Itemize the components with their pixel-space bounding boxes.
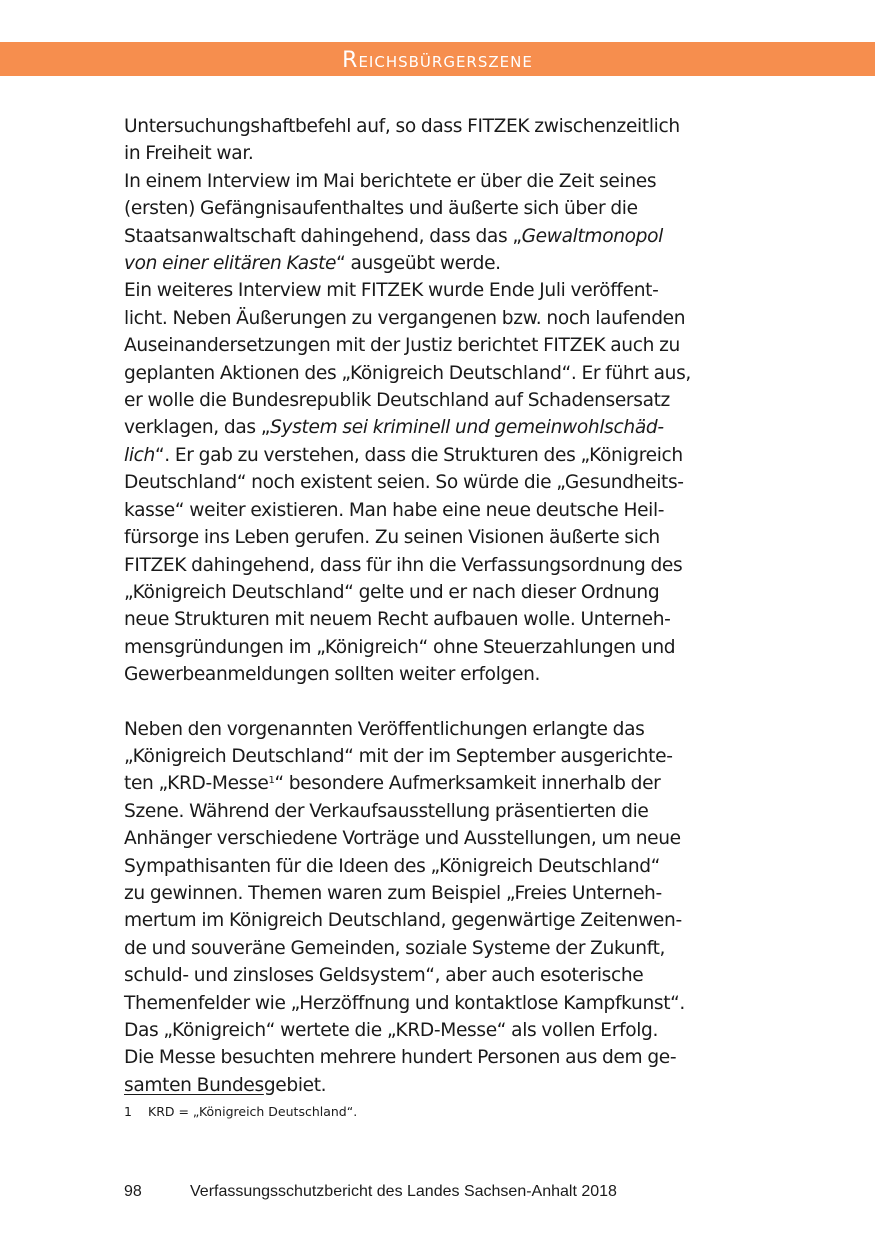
line: Staatsanwaltschaft dahingehend, dass das „ — [124, 225, 522, 247]
line: ten „KRD-Messe — [124, 773, 269, 795]
line: mertum im Königreich Deutschland, gegenwärtige Zeitenwen- — [124, 910, 682, 932]
quote-italic: System sei kriminell und gemeinwohlschäd- — [270, 417, 664, 439]
line: „Königreich Deutschland“ mit der im September ausgerichte- — [124, 745, 673, 767]
line: verklagen, das „ — [124, 417, 271, 439]
line: “ besondere Aufmerksamkeit innerhalb der — [274, 773, 661, 795]
footnote-ref[interactable]: 1 — [268, 775, 275, 787]
footnote-text: KRD = „Königreich Deutschland“. — [148, 1104, 358, 1119]
line: er wolle die Bundesrepublik Deutschland auf Schadensersatz — [124, 390, 670, 412]
line: mensgründungen im „Königreich“ ohne Steuerzahlungen und — [124, 636, 676, 658]
line: Anhänger verschiedene Vorträge und Ausstellungen, um neue — [124, 828, 681, 850]
paragraph-2 — [124, 716, 754, 1100]
footnote-number: 1 — [124, 1104, 132, 1119]
page-number: 98 — [124, 1183, 142, 1200]
paragraph-1 — [124, 113, 754, 689]
line: neue Strukturen mit neuem Recht aufbauen wolle. Unterneh- — [124, 609, 671, 631]
line: Deutschland“ noch existent seien. So würde die „Gesundheits- — [124, 472, 684, 494]
line: in Freiheit war. — [124, 143, 254, 165]
line: Sympathisanten für die Ideen des „Königreich Deutschland“ — [124, 855, 661, 877]
line: geplanten Aktionen des „Königreich Deutschland“. Er führt aus, — [124, 362, 691, 384]
footer-title: Verfassungsschutzbericht des Landes Sachsen-Anhalt 2018 — [190, 1183, 617, 1200]
line: In einem Interview im Mai berichtete er über die Zeit seines — [124, 170, 657, 192]
line: Untersuchungshaftbefehl auf, so dass FITZEK zwischenzeitlich — [124, 116, 680, 137]
line: Die Messe besuchten mehrere hundert Personen aus dem ge- — [124, 1047, 677, 1069]
quote-italic: Gewaltmonopol — [521, 225, 663, 247]
line: fürsorge ins Leben gerufen. Zu seinen Visionen äußerte sich — [124, 527, 660, 549]
line: kasse“ weiter existieren. Man habe eine neue deutsche Heil- — [124, 499, 665, 521]
line: “ ausgeübt werde. — [336, 253, 501, 275]
line: Ein weiteres Interview mit FITZEK wurde Ende Juli veröffent- — [124, 280, 659, 302]
footnote-separator-text: samten Bundes — [124, 1074, 264, 1096]
line: de und souveräne Gemeinden, soziale Systeme der Zukunft, — [124, 937, 666, 959]
line: (ersten) Gefängnisaufenthaltes und äußerte sich über die — [124, 198, 638, 220]
line: FITZEK dahingehend, dass für ihn die Verfassungsordnung des — [124, 554, 683, 576]
line: Auseinandersetzungen mit der Justiz berichtet FITZEK auch zu — [124, 335, 680, 357]
page-footer — [124, 1183, 617, 1201]
line: “. Er gab zu verstehen, dass die Strukturen des „Königreich — [154, 444, 683, 466]
line: Szene. Während der Verkaufsausstellung präsentierten die — [124, 800, 649, 822]
quote-italic: lich — [124, 444, 155, 466]
paragraph-gap — [124, 689, 754, 716]
line: licht. Neben Äußerungen zu vergangenen bzw. noch laufenden — [124, 307, 686, 329]
line: Das „Königreich“ wertete die „KRD-Messe“ als vollen Erfolg. — [124, 1020, 659, 1041]
line: gebiet. — [263, 1074, 327, 1096]
line: Neben den vorgenannten Veröffentlichungen erlangte das — [124, 718, 645, 740]
body-text — [124, 113, 754, 1099]
line: „Königreich Deutschland“ gelte und er nach dieser Ordnung — [124, 581, 660, 603]
footnote — [124, 1103, 357, 1121]
line: zu gewinnen. Themen waren zum Beispiel „Freies Unterneh- — [124, 882, 662, 904]
line: Themenfelder wie „Herzöffnung und kontaktlose Kampfkunst“. — [124, 992, 685, 1014]
section-title: Reichsbürgerszene — [342, 48, 533, 73]
line: schuld- und zinsloses Geldsystem“, aber auch esoterische — [124, 965, 644, 987]
quote-italic: von einer elitären Kaste — [124, 253, 337, 275]
line: Gewerbeanmeldungen sollten weiter erfolgen. — [124, 664, 541, 686]
